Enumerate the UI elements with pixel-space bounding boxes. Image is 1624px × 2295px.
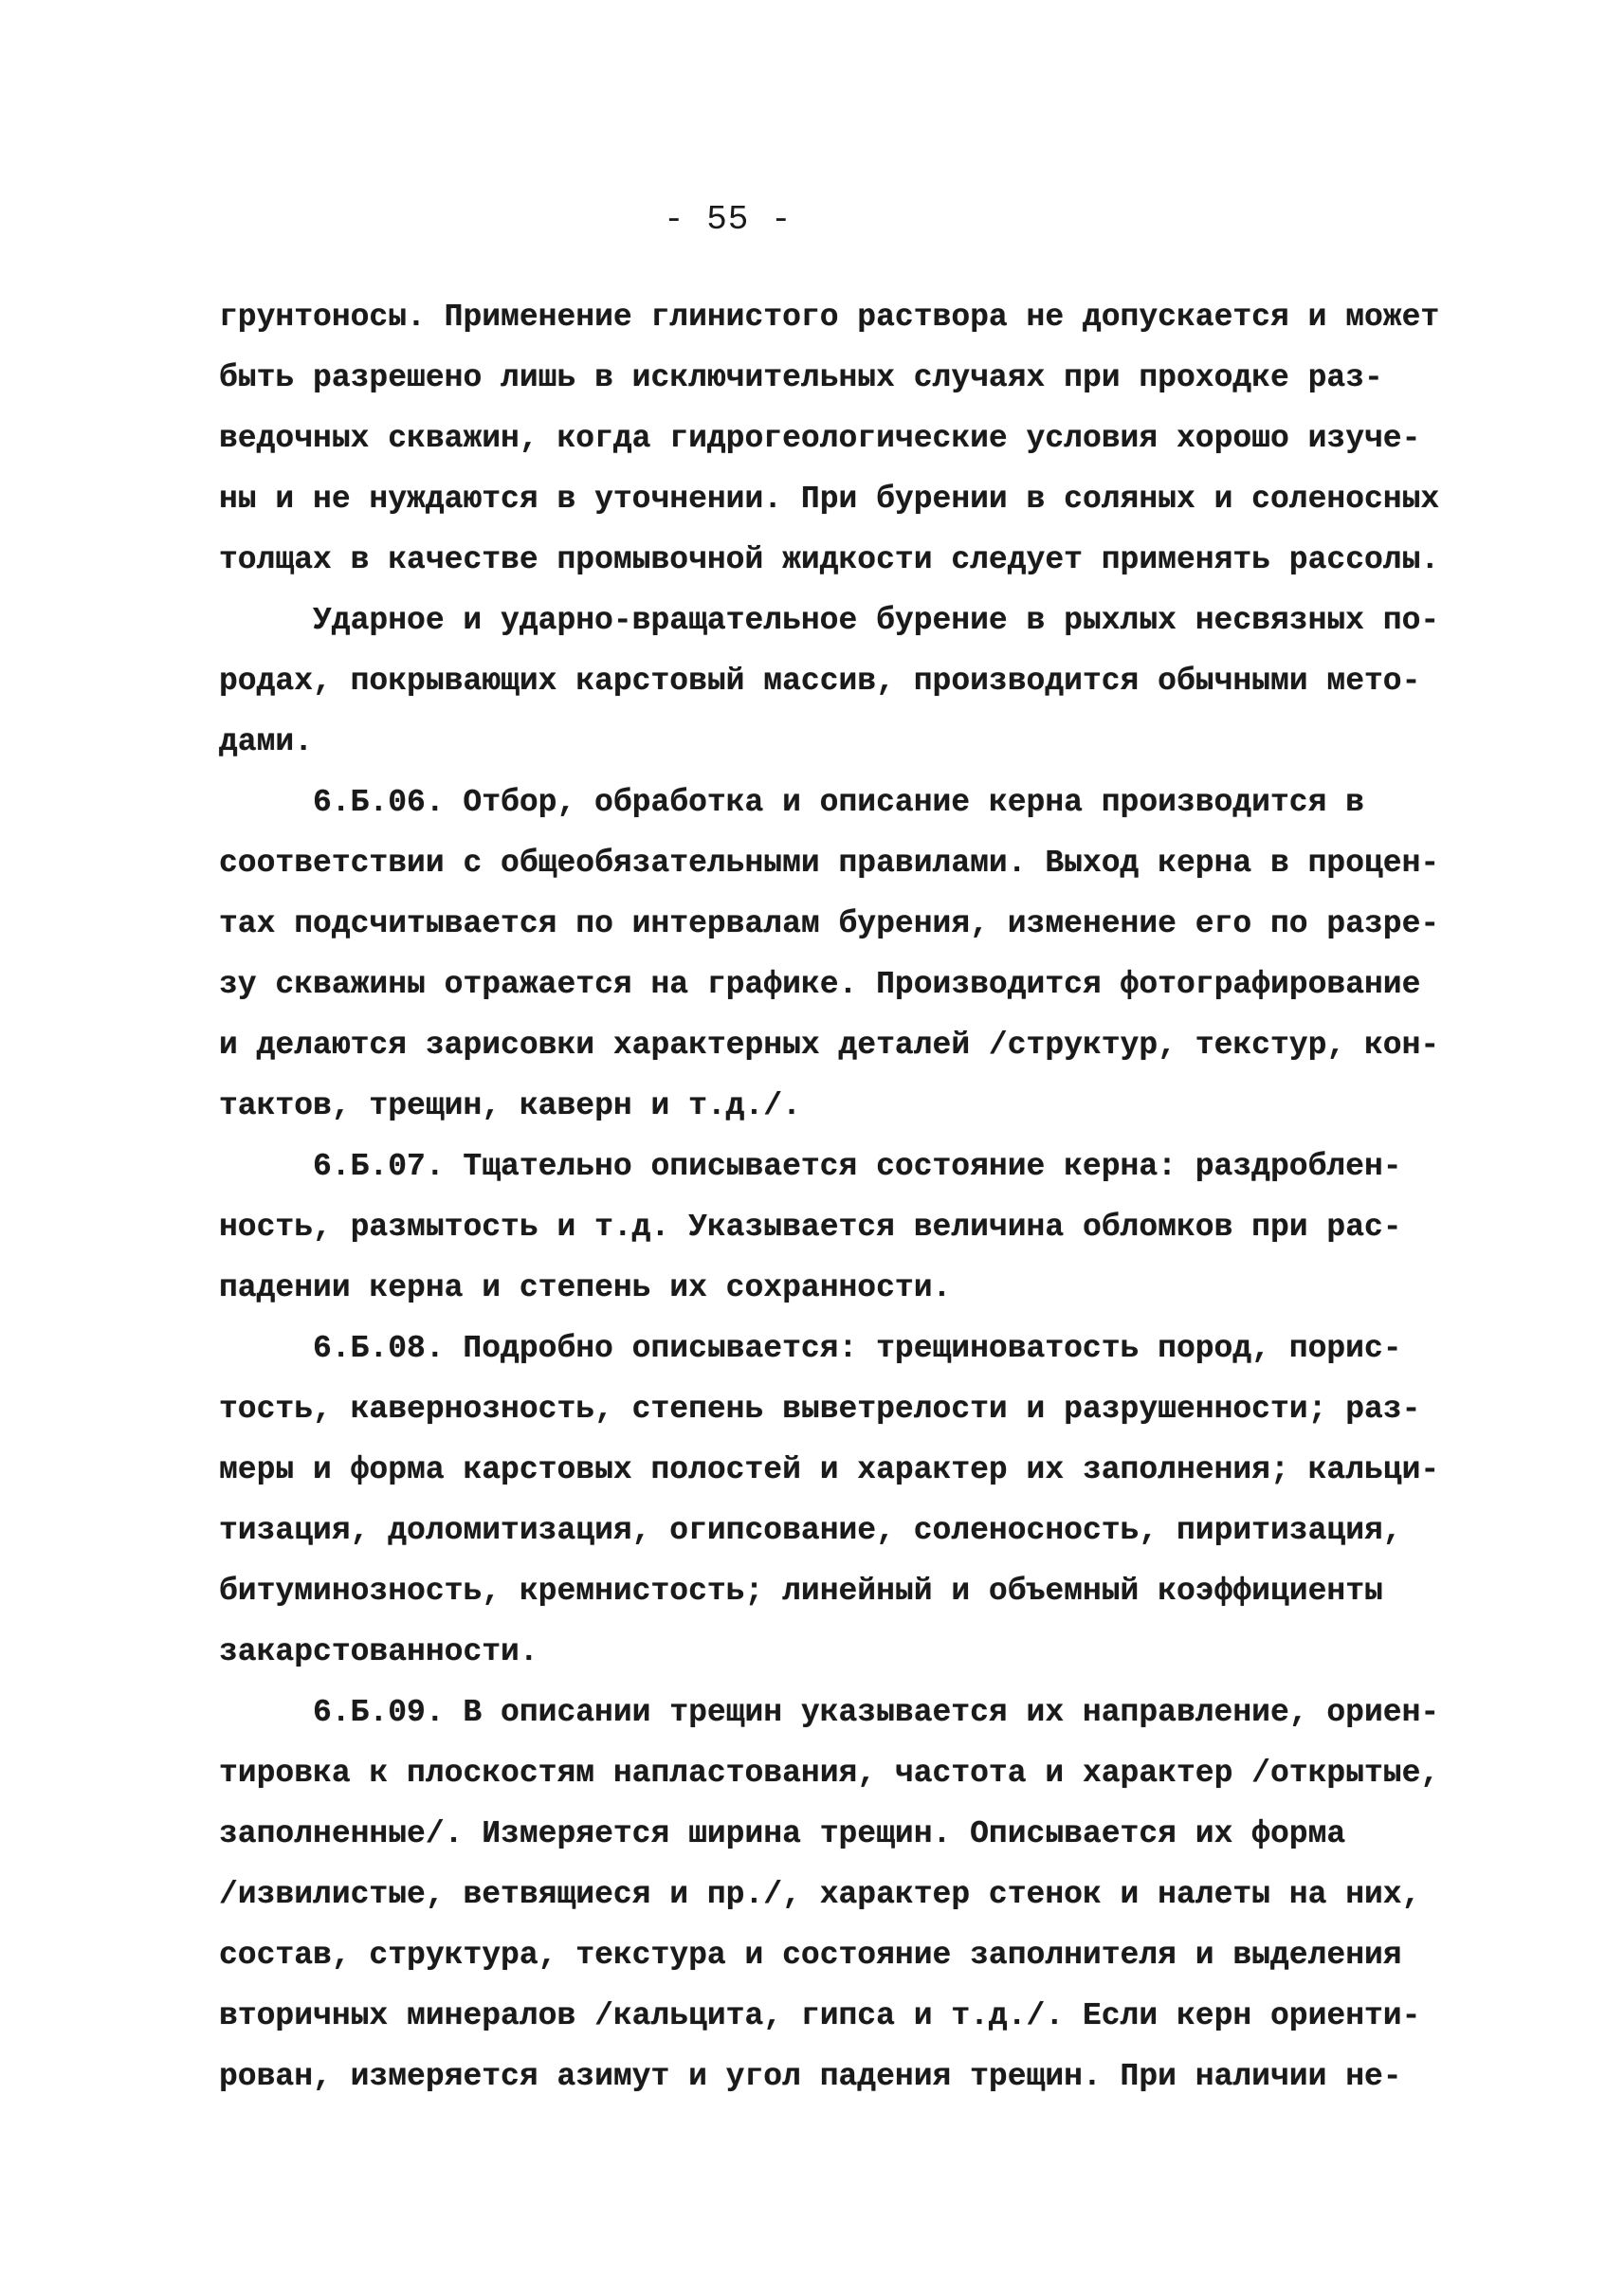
- text-line: закарстованности.: [219, 1634, 538, 1669]
- text-line: грунтоносы. Применение глинистого раствора не допускается и может: [219, 300, 1440, 335]
- text-line: и делаются зарисовки характерных деталей /структур, текстур, кон-: [219, 1028, 1440, 1063]
- text-line: /извилистые, ветвящиеся и пр./, характер стенок и налеты на них,: [219, 1877, 1421, 1912]
- paragraph-first-line: Ударное и ударно-вращательное бурение в рыхлых несвязных по-: [313, 603, 1440, 638]
- text-line: тактов, трещин, каверн и т.д./.: [219, 1088, 801, 1123]
- text-line: ность, размытость и т.д. Указывается величина обломков при рас-: [219, 1210, 1402, 1245]
- text-line: тах подсчитывается по интервалам бурения, изменение его по разре-: [219, 906, 1440, 941]
- text-line: дами.: [219, 724, 314, 759]
- text-line: тировка к плоскостям напластования, частота и характер /открытые,: [219, 1756, 1440, 1791]
- text-line: меры и форма карстовых полостей и характер их заполнения; кальци-: [219, 1452, 1440, 1487]
- text-line: тость, кавернозность, степень выветрелости и разрушенности; раз-: [219, 1392, 1421, 1427]
- text-line: падении керна и степень их сохранности.: [219, 1270, 952, 1305]
- page-number: - 55 -: [664, 200, 793, 239]
- text-line: тизация, доломитизация, огипсование, соленосность, пиритизация,: [219, 1513, 1402, 1548]
- text-line: заполненные/. Измеряется ширина трещин. Описывается их форма: [219, 1816, 1346, 1851]
- text-line: рован, измеряется азимут и угол падения трещин. При наличии не-: [219, 2059, 1402, 2094]
- text-line: зу скважины отражается на графике. Производится фотографирование: [219, 967, 1421, 1002]
- text-line: толщах в качестве промывочной жидкости следует применять рассолы.: [219, 542, 1440, 577]
- text-line: быть разрешено лишь в исключительных случаях при проходке раз-: [219, 360, 1383, 395]
- paragraph-first-line: 6.Б.07. Тщательно описывается состояние керна: раздроблен-: [313, 1149, 1402, 1184]
- text-line: соответствии с общеобязательными правилами. Выход керна в процен-: [219, 846, 1440, 881]
- paragraph-first-line: 6.Б.08. Подробно описывается: трещиноватость пород, порис-: [313, 1331, 1402, 1366]
- text-line: ведочных скважин, когда гидрогеологические условия хорошо изуче-: [219, 421, 1421, 456]
- text-line: ны и не нуждаются в уточнении. При бурении в соляных и соленосных: [219, 482, 1440, 517]
- text-line: битуминозность, кремнистость; линейный и объемный коэффициенты: [219, 1574, 1383, 1609]
- body-text: [219, 287, 1440, 2107]
- text-line: родах, покрывающих карстовый массив, производится обычными мето-: [219, 664, 1421, 699]
- paragraph-first-line: 6.Б.06. Отбор, обработка и описание керна производится в: [313, 785, 1364, 820]
- paragraph-first-line: 6.Б.09. В описании трещин указывается их направление, ориен-: [313, 1695, 1440, 1730]
- text-line: состав, структура, текстура и состояние заполнителя и выделения: [219, 1938, 1402, 1973]
- text-line: вторичных минералов /кальцита, гипса и т.д./. Если керн ориенти-: [219, 1998, 1421, 2033]
